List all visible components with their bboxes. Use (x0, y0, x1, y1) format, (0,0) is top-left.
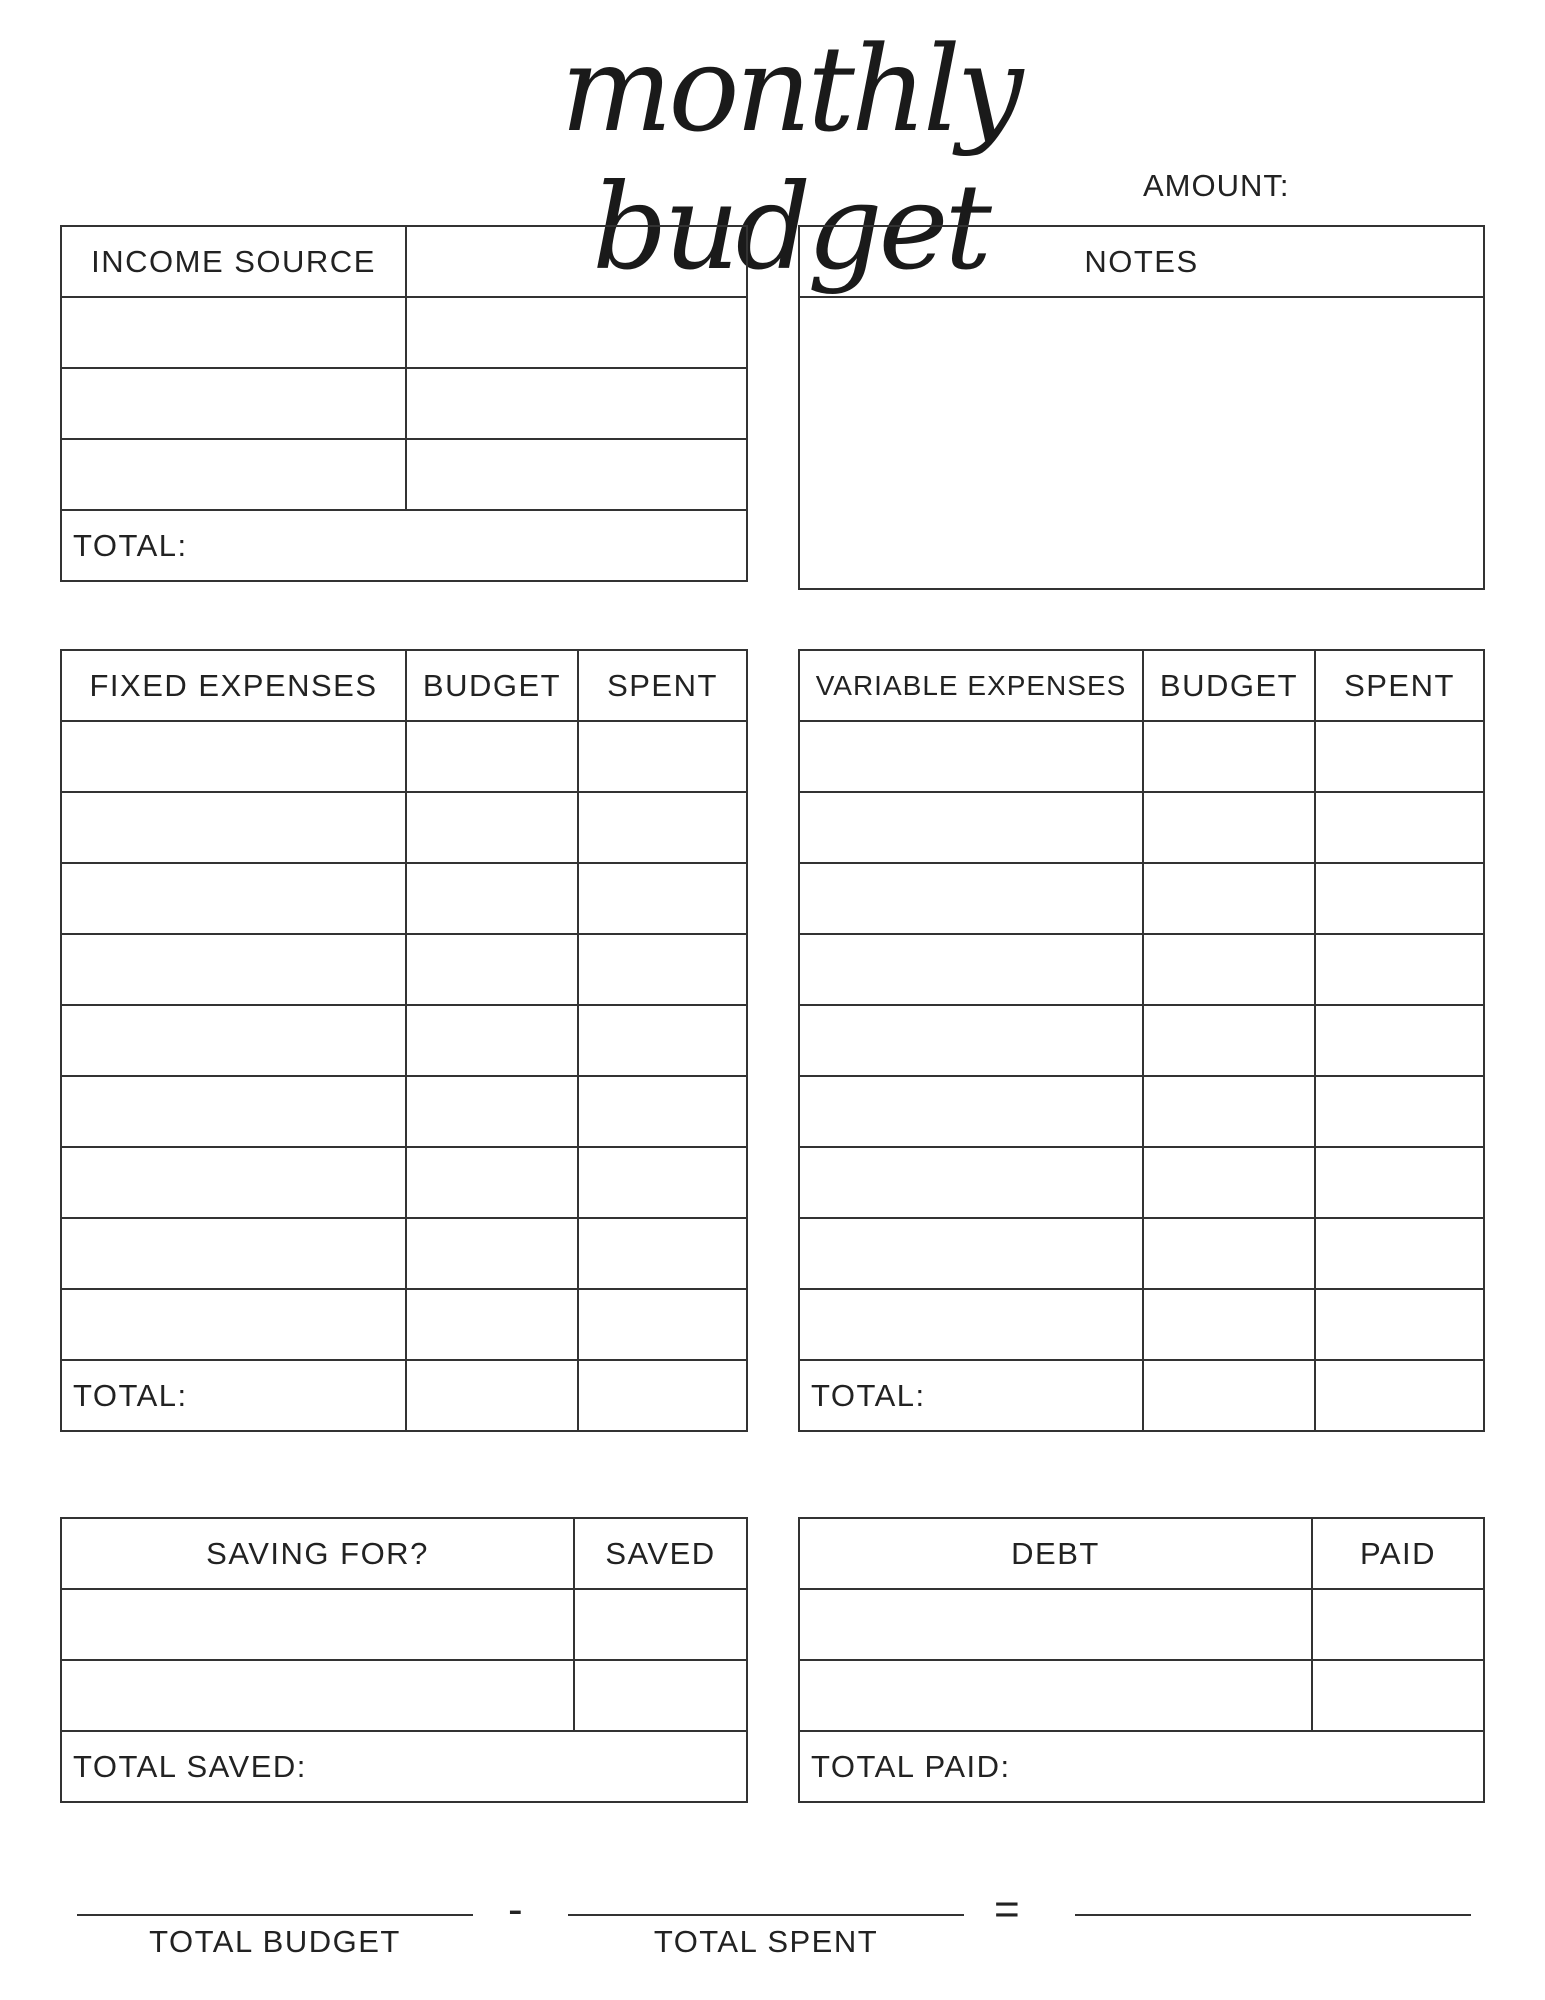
debt-row (799, 1660, 1484, 1731)
entry-cell[interactable] (1143, 863, 1315, 934)
variable-expense-row (799, 863, 1484, 934)
entry-cell[interactable] (61, 934, 406, 1005)
debt-header: DEBT (799, 1518, 1312, 1589)
entry-cell[interactable] (1143, 1289, 1315, 1360)
entry-cell[interactable] (61, 439, 406, 510)
notes-area[interactable] (799, 297, 1484, 589)
entry-cell[interactable] (61, 1005, 406, 1076)
fixed-expenses-header: FIXED EXPENSES (61, 650, 406, 721)
entry-cell[interactable] (406, 368, 747, 439)
entry-cell[interactable] (578, 934, 747, 1005)
entry-cell[interactable] (406, 1147, 578, 1218)
entry-cell[interactable] (406, 1289, 578, 1360)
variable-expenses-table (798, 649, 1485, 1432)
entry-cell[interactable] (1143, 934, 1315, 1005)
entry-cell[interactable] (1312, 1660, 1484, 1731)
total-spent-line[interactable] (568, 1914, 964, 1916)
entry-cell[interactable] (1143, 721, 1315, 792)
entry-cell[interactable] (61, 368, 406, 439)
fixed-spent-header: SPENT (578, 650, 747, 721)
entry-cell[interactable] (578, 1218, 747, 1289)
notes-table (798, 225, 1485, 590)
entry-cell[interactable] (799, 1660, 1312, 1731)
entry-cell[interactable] (1143, 1218, 1315, 1289)
total-budget-line[interactable] (77, 1914, 473, 1916)
total-spent-label: TOTAL SPENT (653, 1924, 879, 1959)
entry-cell[interactable] (61, 297, 406, 368)
income-row (61, 368, 747, 439)
entry-cell[interactable] (61, 1076, 406, 1147)
debt-row (799, 1589, 1484, 1660)
entry-cell[interactable] (1315, 863, 1484, 934)
entry-cell[interactable] (1315, 1147, 1484, 1218)
entry-cell[interactable] (61, 1589, 574, 1660)
entry-cell[interactable] (1143, 792, 1315, 863)
entry-cell[interactable] (799, 934, 1143, 1005)
entry-cell[interactable] (61, 1289, 406, 1360)
fixed-expense-row (61, 792, 747, 863)
entry-cell[interactable] (61, 1218, 406, 1289)
entry-cell[interactable] (578, 721, 747, 792)
variable-expenses-header: VARIABLE EXPENSES (799, 650, 1143, 721)
entry-cell[interactable] (406, 439, 747, 510)
entry-cell[interactable] (1315, 934, 1484, 1005)
saving-table (60, 1517, 748, 1803)
debt-table (798, 1517, 1485, 1803)
entry-cell[interactable] (799, 1147, 1143, 1218)
fixed-total-label: TOTAL: (61, 1360, 406, 1431)
entry-cell[interactable] (799, 721, 1143, 792)
variable-budget-header: BUDGET (1143, 650, 1315, 721)
variable-expense-row (799, 1005, 1484, 1076)
entry-cell[interactable] (61, 721, 406, 792)
paid-header: PAID (1312, 1518, 1484, 1589)
entry-cell[interactable] (799, 1218, 1143, 1289)
income-total[interactable]: TOTAL: (61, 510, 747, 581)
entry-cell[interactable] (1315, 1076, 1484, 1147)
income-table (60, 225, 748, 582)
entry-cell[interactable] (799, 863, 1143, 934)
fixed-expense-row (61, 1005, 747, 1076)
entry-cell[interactable] (406, 1218, 578, 1289)
entry-cell[interactable] (574, 1589, 747, 1660)
entry-cell[interactable] (406, 721, 578, 792)
entry-cell[interactable] (1143, 1005, 1315, 1076)
total-paid[interactable]: TOTAL PAID: (799, 1731, 1484, 1802)
entry-cell[interactable] (1143, 1076, 1315, 1147)
entry-cell[interactable] (578, 792, 747, 863)
entry-cell[interactable] (1315, 1005, 1484, 1076)
income-row (61, 297, 747, 368)
fixed-expense-row (61, 934, 747, 1005)
income-source-header: INCOME SOURCE (61, 226, 406, 297)
entry-cell[interactable] (1315, 1289, 1484, 1360)
fixed-budget-header: BUDGET (406, 650, 578, 721)
entry-cell[interactable] (578, 1289, 747, 1360)
entry-cell[interactable] (406, 863, 578, 934)
entry-cell[interactable] (406, 792, 578, 863)
entry-cell[interactable] (578, 863, 747, 934)
variable-expense-row (799, 1147, 1484, 1218)
entry-cell[interactable] (406, 297, 747, 368)
fixed-expense-row (61, 863, 747, 934)
variable-expense-row (799, 934, 1484, 1005)
fixed-expenses-table (60, 649, 748, 1432)
page-title: monthly budget (560, 20, 1020, 296)
income-amount-header[interactable] (406, 226, 747, 297)
saved-header: SAVED (574, 1518, 747, 1589)
variable-expense-row (799, 1289, 1484, 1360)
variable-total-spent[interactable] (1315, 1360, 1484, 1431)
entry-cell[interactable] (799, 1076, 1143, 1147)
entry-cell[interactable] (406, 934, 578, 1005)
entry-cell[interactable] (406, 1005, 578, 1076)
entry-cell[interactable] (799, 1005, 1143, 1076)
fixed-expense-row (61, 1076, 747, 1147)
entry-cell[interactable] (1143, 1147, 1315, 1218)
entry-cell[interactable] (1312, 1589, 1484, 1660)
amount-label: AMOUNT: (1143, 168, 1290, 203)
total-saved[interactable]: TOTAL SAVED: (61, 1731, 747, 1802)
entry-cell[interactable] (61, 863, 406, 934)
fixed-expense-row (61, 1218, 747, 1289)
entry-cell[interactable] (1315, 792, 1484, 863)
variable-expense-row (799, 792, 1484, 863)
fixed-total-budget[interactable] (406, 1360, 578, 1431)
minus-sign: - (508, 1885, 523, 1934)
entry-cell[interactable] (406, 1076, 578, 1147)
equals-sign: = (994, 1885, 1020, 1934)
total-budget-label: TOTAL BUDGET (149, 1924, 401, 1959)
fixed-expense-row (61, 1289, 747, 1360)
entry-cell[interactable] (799, 1289, 1143, 1360)
entry-cell[interactable] (799, 1589, 1312, 1660)
fixed-total-spent[interactable] (578, 1360, 747, 1431)
saving-row (61, 1589, 747, 1660)
entry-cell[interactable] (61, 1660, 574, 1731)
variable-spent-header: SPENT (1315, 650, 1484, 721)
entry-cell[interactable] (574, 1660, 747, 1731)
entry-cell[interactable] (1315, 1218, 1484, 1289)
entry-cell[interactable] (799, 792, 1143, 863)
entry-cell[interactable] (1315, 721, 1484, 792)
entry-cell[interactable] (578, 1147, 747, 1218)
saving-for-header: SAVING FOR? (61, 1518, 574, 1589)
income-row (61, 439, 747, 510)
fixed-expense-row (61, 721, 747, 792)
saving-row (61, 1660, 747, 1731)
result-line[interactable] (1075, 1914, 1471, 1916)
variable-expense-row (799, 1218, 1484, 1289)
variable-expense-row (799, 721, 1484, 792)
entry-cell[interactable] (61, 1147, 406, 1218)
variable-expense-row (799, 1076, 1484, 1147)
entry-cell[interactable] (61, 792, 406, 863)
variable-total-label: TOTAL: (799, 1360, 1143, 1431)
entry-cell[interactable] (578, 1005, 747, 1076)
fixed-expense-row (61, 1147, 747, 1218)
variable-total-budget[interactable] (1143, 1360, 1315, 1431)
notes-header: NOTES (799, 226, 1484, 297)
entry-cell[interactable] (578, 1076, 747, 1147)
